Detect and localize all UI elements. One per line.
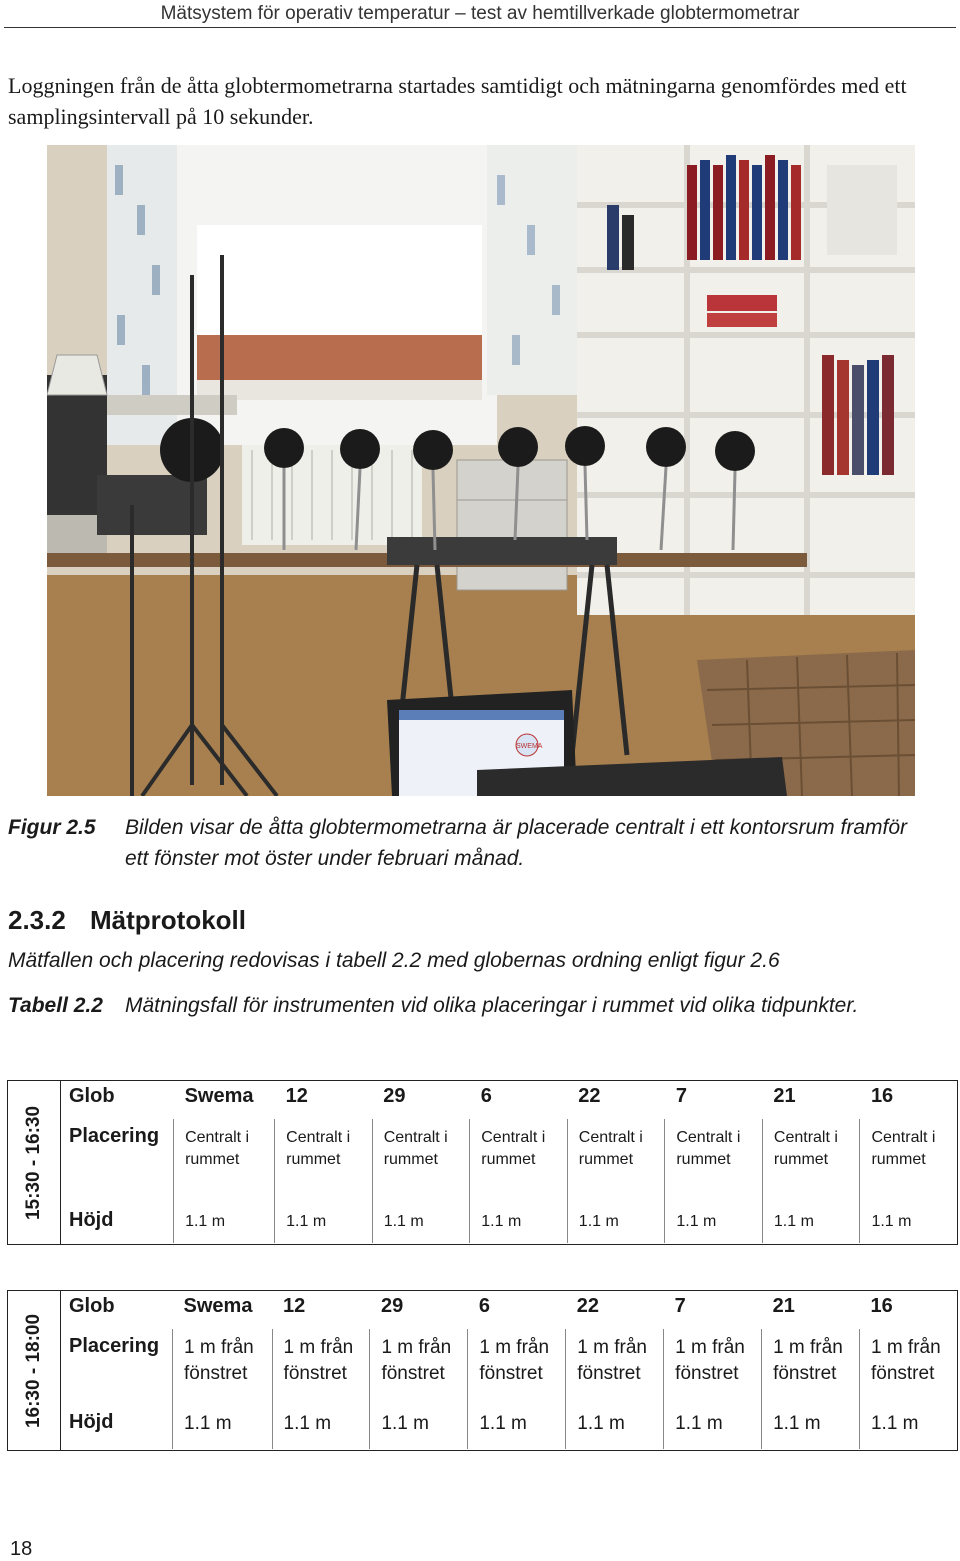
placement-value: 1 m från fönstret [272,1329,370,1405]
glob-row [61,1291,957,1329]
height-value: 1.1 m [859,1405,957,1449]
figure-caption-text: Bilden visar de åtta globtermometrarna är placerade centralt i ett kontorsrum framför ett fönster mot öster under februari månad. [125,816,908,870]
measurement-table-2 [7,1290,958,1451]
placement-value: 1 m från fönstret [173,1329,273,1405]
placement-value: 1 m från fönstret [566,1329,664,1405]
height-value: 1.1 m [567,1203,665,1243]
placement-value: Centralt i rummet [665,1119,763,1203]
height-value: 1.1 m [370,1405,468,1449]
globe-id: 22 [576,1295,600,1317]
section-body: Mätfallen och placering redovisas i tabell 2.2 med globernas ordning enligt figur 2.6 [8,949,780,972]
globe-id: 6 [480,1085,492,1107]
height-value: 1.1 m [272,1405,370,1449]
placement-value: Centralt i rummet [762,1119,860,1203]
placement-value: Centralt i rummet [372,1119,470,1203]
height-value: 1.1 m [665,1203,763,1243]
height-value: 1.1 m [470,1203,568,1243]
globe-id: Swema [183,1295,253,1317]
placement-value: Centralt i rummet [470,1119,568,1203]
hojd-row-label: Höjd [69,1411,114,1433]
placement-value: 1 m från fönstret [762,1329,860,1405]
placement-value: Centralt i rummet [567,1119,665,1203]
placement-value: 1 m från fönstret [370,1329,468,1405]
header-divider [4,27,956,28]
table-label: Tabell 2.2 [8,994,103,1017]
hojd-row [61,1203,957,1243]
placement-value: Centralt i rummet [275,1119,373,1203]
globe-id: 12 [285,1085,308,1107]
globe-id: 7 [674,1295,686,1317]
placering-row-label: Placering [69,1335,160,1357]
placement-value: 1 m från fönstret [468,1329,566,1405]
table-1-grid [61,1081,957,1243]
globe-id: 16 [870,1085,894,1107]
section-heading [8,902,246,938]
height-value: 1.1 m [173,1405,273,1449]
placering-row [61,1119,957,1203]
header-title: Mätsystem för operativ temperatur – test av hemtillverkade globtermometrar [160,3,800,24]
globe-id: 29 [383,1085,406,1107]
figure-label: Figur 2.5 [8,816,96,839]
placering-row-label: Placering [69,1125,160,1147]
placement-value: 1 m från fönstret [859,1329,957,1405]
hojd-row [61,1405,957,1449]
globe-id: 12 [283,1295,306,1317]
globe-id: 16 [870,1295,893,1317]
laptop-logo-text: SWEMA [516,743,543,750]
globe-id: 21 [773,1085,796,1107]
figure-photo [47,145,915,796]
measurement-table-1 [7,1080,958,1245]
height-value: 1.1 m [664,1405,762,1449]
height-value: 1.1 m [762,1203,860,1243]
glob-row-label: Glob [69,1295,115,1317]
placement-value: Centralt i rummet [174,1119,275,1203]
glob-row [61,1081,957,1119]
table-caption-text: Mätningsfall för instrumenten vid olika placeringar i rummet vid olika tidpunkter. [125,994,859,1017]
height-value: 1.1 m [860,1203,957,1243]
hojd-row-label: Höjd [69,1209,114,1231]
page-header [0,0,960,30]
period-cell [8,1081,61,1245]
glob-row-label: Glob [69,1085,115,1107]
page-number: 18 [10,1538,33,1560]
intro-paragraph: Loggningen från de åtta globtermometrarna startades samtidigt och mätningarna genomfördes med ett samplingsintervall på 10 sekunder. [8,73,907,129]
globe-id: 29 [380,1295,404,1317]
globe-id: 7 [675,1085,687,1107]
globe-id: 21 [772,1295,795,1317]
section-number: 2.3.2 [8,905,66,935]
period-cell [8,1291,61,1451]
placement-value: 1 m från fönstret [664,1329,762,1405]
section-title: Mätprotokoll [90,905,246,935]
height-value: 1.1 m [372,1203,470,1243]
placering-row [61,1329,957,1405]
placement-value: Centralt i rummet [860,1119,957,1203]
height-value: 1.1 m [174,1203,275,1243]
table-2-grid [61,1291,957,1449]
globe-id: 22 [578,1085,601,1107]
office-photo-illustration [47,145,915,796]
globe-id: 6 [478,1295,490,1317]
period-label: 16:30 - 18:00 [23,1313,44,1428]
period-label: 15:30 - 16:30 [23,1105,44,1220]
height-value: 1.1 m [275,1203,373,1243]
height-value: 1.1 m [566,1405,664,1449]
height-value: 1.1 m [468,1405,566,1449]
globe-id: Swema [184,1085,254,1107]
height-value: 1.1 m [762,1405,860,1449]
